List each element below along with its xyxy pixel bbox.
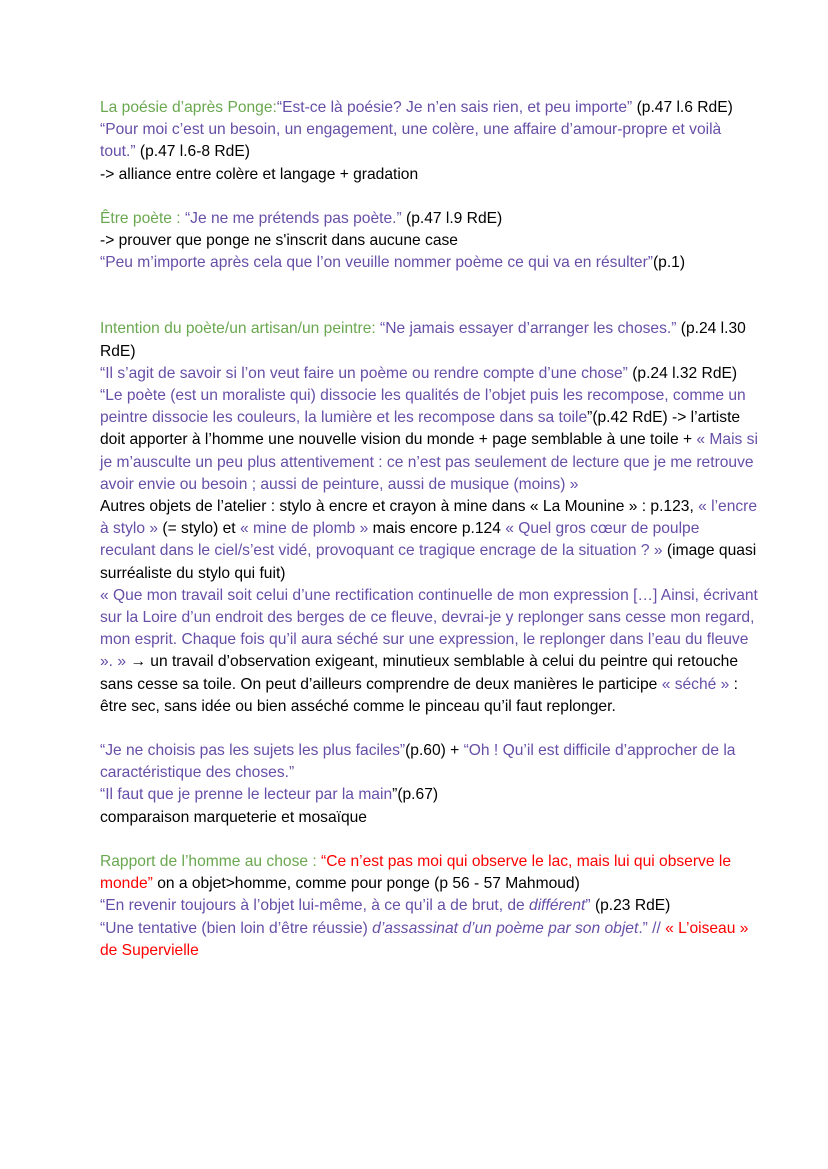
quote-emphasis: différent [529,897,586,915]
quote: “Pour moi c’est un besoin, un engagement, une colère, une affaire d’amour-propre et voilà tout.” [100,121,722,161]
paragraph [100,119,758,163]
reference: (p.1) [652,254,686,272]
highlight-quote: “Ce n’est pas moi qui observe le lac, mais lui qui observe le monde” [100,852,731,893]
quote: « mine de plomb » [239,520,369,538]
quote: .” // [638,919,666,937]
quote: « séché » [661,675,730,693]
analysis-text: on a objet>homme, comme pour ponge (p 56 - 57 Mahmoud) [152,875,580,893]
spacer [100,186,758,208]
section-heading: Intention du poète/un artisan/un peintre: [100,320,381,338]
paragraph [100,164,758,186]
paragraph [100,740,758,784]
paragraph [100,97,758,119]
quote: “Peu m’importe après cela que l’on veuille nommer poème ce qui va en résulter” [100,254,653,272]
reference: (p.24 l.30 RdE) [100,320,746,360]
paragraph [100,585,758,718]
quote: “En revenir toujours à l’objet lui-même, à ce qu’il a de brut, de [100,897,530,915]
analysis-text: mais encore p.124 [368,520,506,538]
quote: ” [585,897,591,915]
paragraph [100,496,758,585]
analysis-text: Autres objets de l’atelier : stylo à encre et crayon à mine dans « La Mounine » : p.123, [100,498,699,516]
reference: ”(p.67) [392,786,439,804]
analysis-text: -> alliance entre colère et langage + gradation [100,165,419,183]
spacer [100,274,758,318]
spacer [100,718,758,740]
quote: “Oh ! Qu’il est difficile d’approcher de la caractéristique des choses.” [100,742,736,782]
quote: « Que mon travail soit celui d’une rectification continuelle de mon expression […] Ainsi, écrivant sur la Loire d’un endroit des berges de ce fleuve, devrai-je y replonger sans cesse mon regard, mon esprit. Chaque fois qu’il aura séché sur une expression, le replonger dans l’eau du fleuve ». » [100,586,758,671]
paragraph [100,851,758,895]
paragraph [100,918,758,962]
paragraph [100,784,758,806]
reference: (p.47 l.6-8 RdE) [135,143,250,161]
reference: (p.47 l.9 RdE) [401,209,503,227]
quote: “Je ne choisis pas les sujets les plus faciles” [100,742,406,760]
paragraph [100,318,758,362]
quote: « Mais si je m’ausculte un peu plus attentivement : ce n’est pas seulement de lecture que je me retrouve avoir envie ou besoin ; aussi de peinture, aussi de musique (moins) » [100,431,758,493]
analysis-text: ”(p.42 RdE) -> l’artiste doit apporter à l’homme une nouvelle vision du monde + page semblable à une toile + [100,409,741,449]
reference: (p.24 l.32 RdE) [627,364,738,382]
quote: “Il faut que je prenne le lecteur par la main [100,786,393,804]
section-heading: Être poète : [100,209,185,227]
quote: « l’encre à stylo » [100,498,758,538]
section-heading: La poésie d’après Ponge: [100,99,277,116]
quote: “Le poète (est un moraliste qui) dissocie les qualités de l’objet puis les recompose, comme un peintre dissocie les couleurs, la lumière et les recompose dans sa toile [100,387,746,427]
paragraph [100,363,758,385]
reference: (p.47 l.6 RdE) [632,99,733,116]
quote-emphasis: d’assassinat d’un poème par son objet [372,919,639,937]
paragraph [100,895,758,917]
quote: “Il s’agit de savoir si l’on veut faire un poème ou rendre compte d’une chose” [100,364,628,382]
paragraph [100,230,758,252]
quote: “Une tentative (bien loin d’être réussie) [100,919,373,937]
paragraph [100,252,758,274]
quote: “Je ne me prétends pas poète.” [184,209,402,227]
spacer [100,829,758,851]
analysis-text: comparaison marqueterie et mosaïque [100,808,367,826]
analysis-text: (image quasi surréaliste du stylo qui fuit) [100,542,757,582]
paragraph [100,807,758,829]
analysis-text: (= stylo) et [158,520,240,538]
paragraph [100,208,758,230]
highlight-reference: « L’oiseau » de Supervielle [100,919,749,959]
reference: (p.23 RdE) [590,897,671,915]
section-heading: Rapport de l’homme au chose : [100,852,322,870]
analysis-text: -> prouver que ponge ne s'inscrit dans aucune case [100,232,458,250]
quote: « Quel gros cœur de poulpe reculant dans le ciel/s’est vidé, provoquant ce tragique encrage de la situation ? » [100,520,700,560]
analysis-text: → un travail d’observation exigeant, minutieux semblable à celui du peintre qui retouche sans cesse sa toile. On peut d’ailleurs comprendre de deux manières le participe [100,653,738,693]
paragraph [100,385,758,496]
reference: (p.60) + [405,742,464,760]
analysis-text: : être sec, sans idée ou bien asséché comme le pinceau qu’il faut replonger. [100,675,738,715]
quote: “Ne jamais essayer d’arranger les choses.” [380,320,677,338]
quote: “Est-ce là poésie? Je n’en sais rien, et peu importe” [276,99,633,116]
